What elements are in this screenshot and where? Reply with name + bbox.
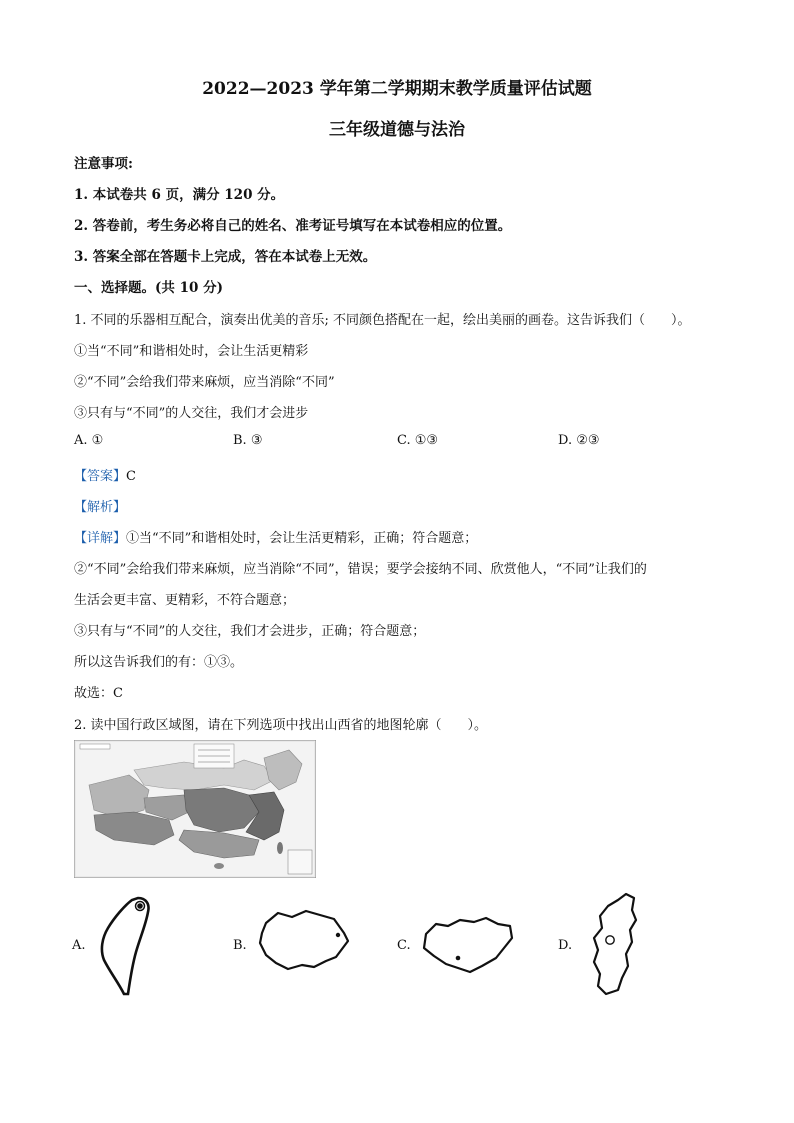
q1-analysis xyxy=(74,496,126,515)
q1-option-a: A. ① xyxy=(74,433,104,448)
q2-option-c-label: C. xyxy=(397,938,411,953)
q2-stem: 2. 读中国行政区域图，请在下列选项中找出山西省的地图轮廓（ ）。 xyxy=(74,718,488,733)
q1-option-c: C. ①③ xyxy=(397,433,439,448)
q2-option-a-outline-icon xyxy=(88,894,168,1000)
q1-detail-6: 故选：C xyxy=(74,686,123,701)
china-map-image xyxy=(74,740,316,878)
answer-value: C xyxy=(126,469,136,484)
q1-stem: 1. 不同的乐器相互配合，演奏出优美的音乐; 不同颜色搭配在一起，绘出美丽的画卷。这告诉我们（ ）。 xyxy=(74,313,691,328)
notice-heading: 注意事项: xyxy=(74,156,133,172)
section-title: 一、选择题。(共 10 分) xyxy=(74,280,223,296)
detail-tag: 【详解】 xyxy=(74,531,127,546)
q1-statement-3: ③只有与“不同”的人交往，我们才会进步 xyxy=(74,406,309,421)
q1-detail-2: ②“不同”会给我们带来麻烦，应当消除“不同”，错误；要学会接纳不同、欣赏他人，“不同”让我们的 xyxy=(74,562,647,577)
q1-detail-4: ③只有与“不同”的人交往，我们才会进步，正确；符合题意； xyxy=(74,624,426,639)
notice-item-3: 3. 答案全部在答题卡上完成，答在本试卷上无效。 xyxy=(74,249,377,265)
q1-option-b: B. ③ xyxy=(233,433,263,448)
page-title: 2022—2023 学年第二学期期末教学质量评估试题 xyxy=(202,79,592,99)
page-subtitle: 三年级道德与法治 xyxy=(329,120,465,140)
q1-option-d: D. ②③ xyxy=(558,433,600,448)
q2-option-b-outline-icon xyxy=(254,905,354,977)
q2-option-a-label: A. xyxy=(72,938,86,953)
q1-answer xyxy=(74,465,136,484)
q1-detail-1: 【详解】①当“不同”和谐相处时，会让生活更精彩，正确；符合题意； xyxy=(74,531,478,546)
q2-option-b-label: B. xyxy=(233,938,247,953)
q2-option-d-label: D. xyxy=(558,938,573,953)
q1-detail-5: 所以这告诉我们的有：①③。 xyxy=(74,655,244,670)
q1-statement-2: ②“不同”会给我们带来麻烦，应当消除“不同” xyxy=(74,375,335,390)
q1-statement-1: ①当“不同”和谐相处时，会让生活更精彩 xyxy=(74,344,309,359)
notice-item-1: 1. 本试卷共 6 页，满分 120 分。 xyxy=(74,187,285,203)
q1-detail-3: 生活会更丰富、更精彩，不符合题意； xyxy=(74,593,296,608)
answer-tag: 【答案】 xyxy=(74,469,127,484)
q2-option-c-outline-icon xyxy=(416,910,520,980)
q2-option-d-outline-icon xyxy=(584,890,644,1000)
notice-item-2: 2. 答卷前，考生务必将自己的姓名、准考证号填写在本试卷相应的位置。 xyxy=(74,218,512,234)
analysis-tag: 【解析】 xyxy=(74,500,127,515)
